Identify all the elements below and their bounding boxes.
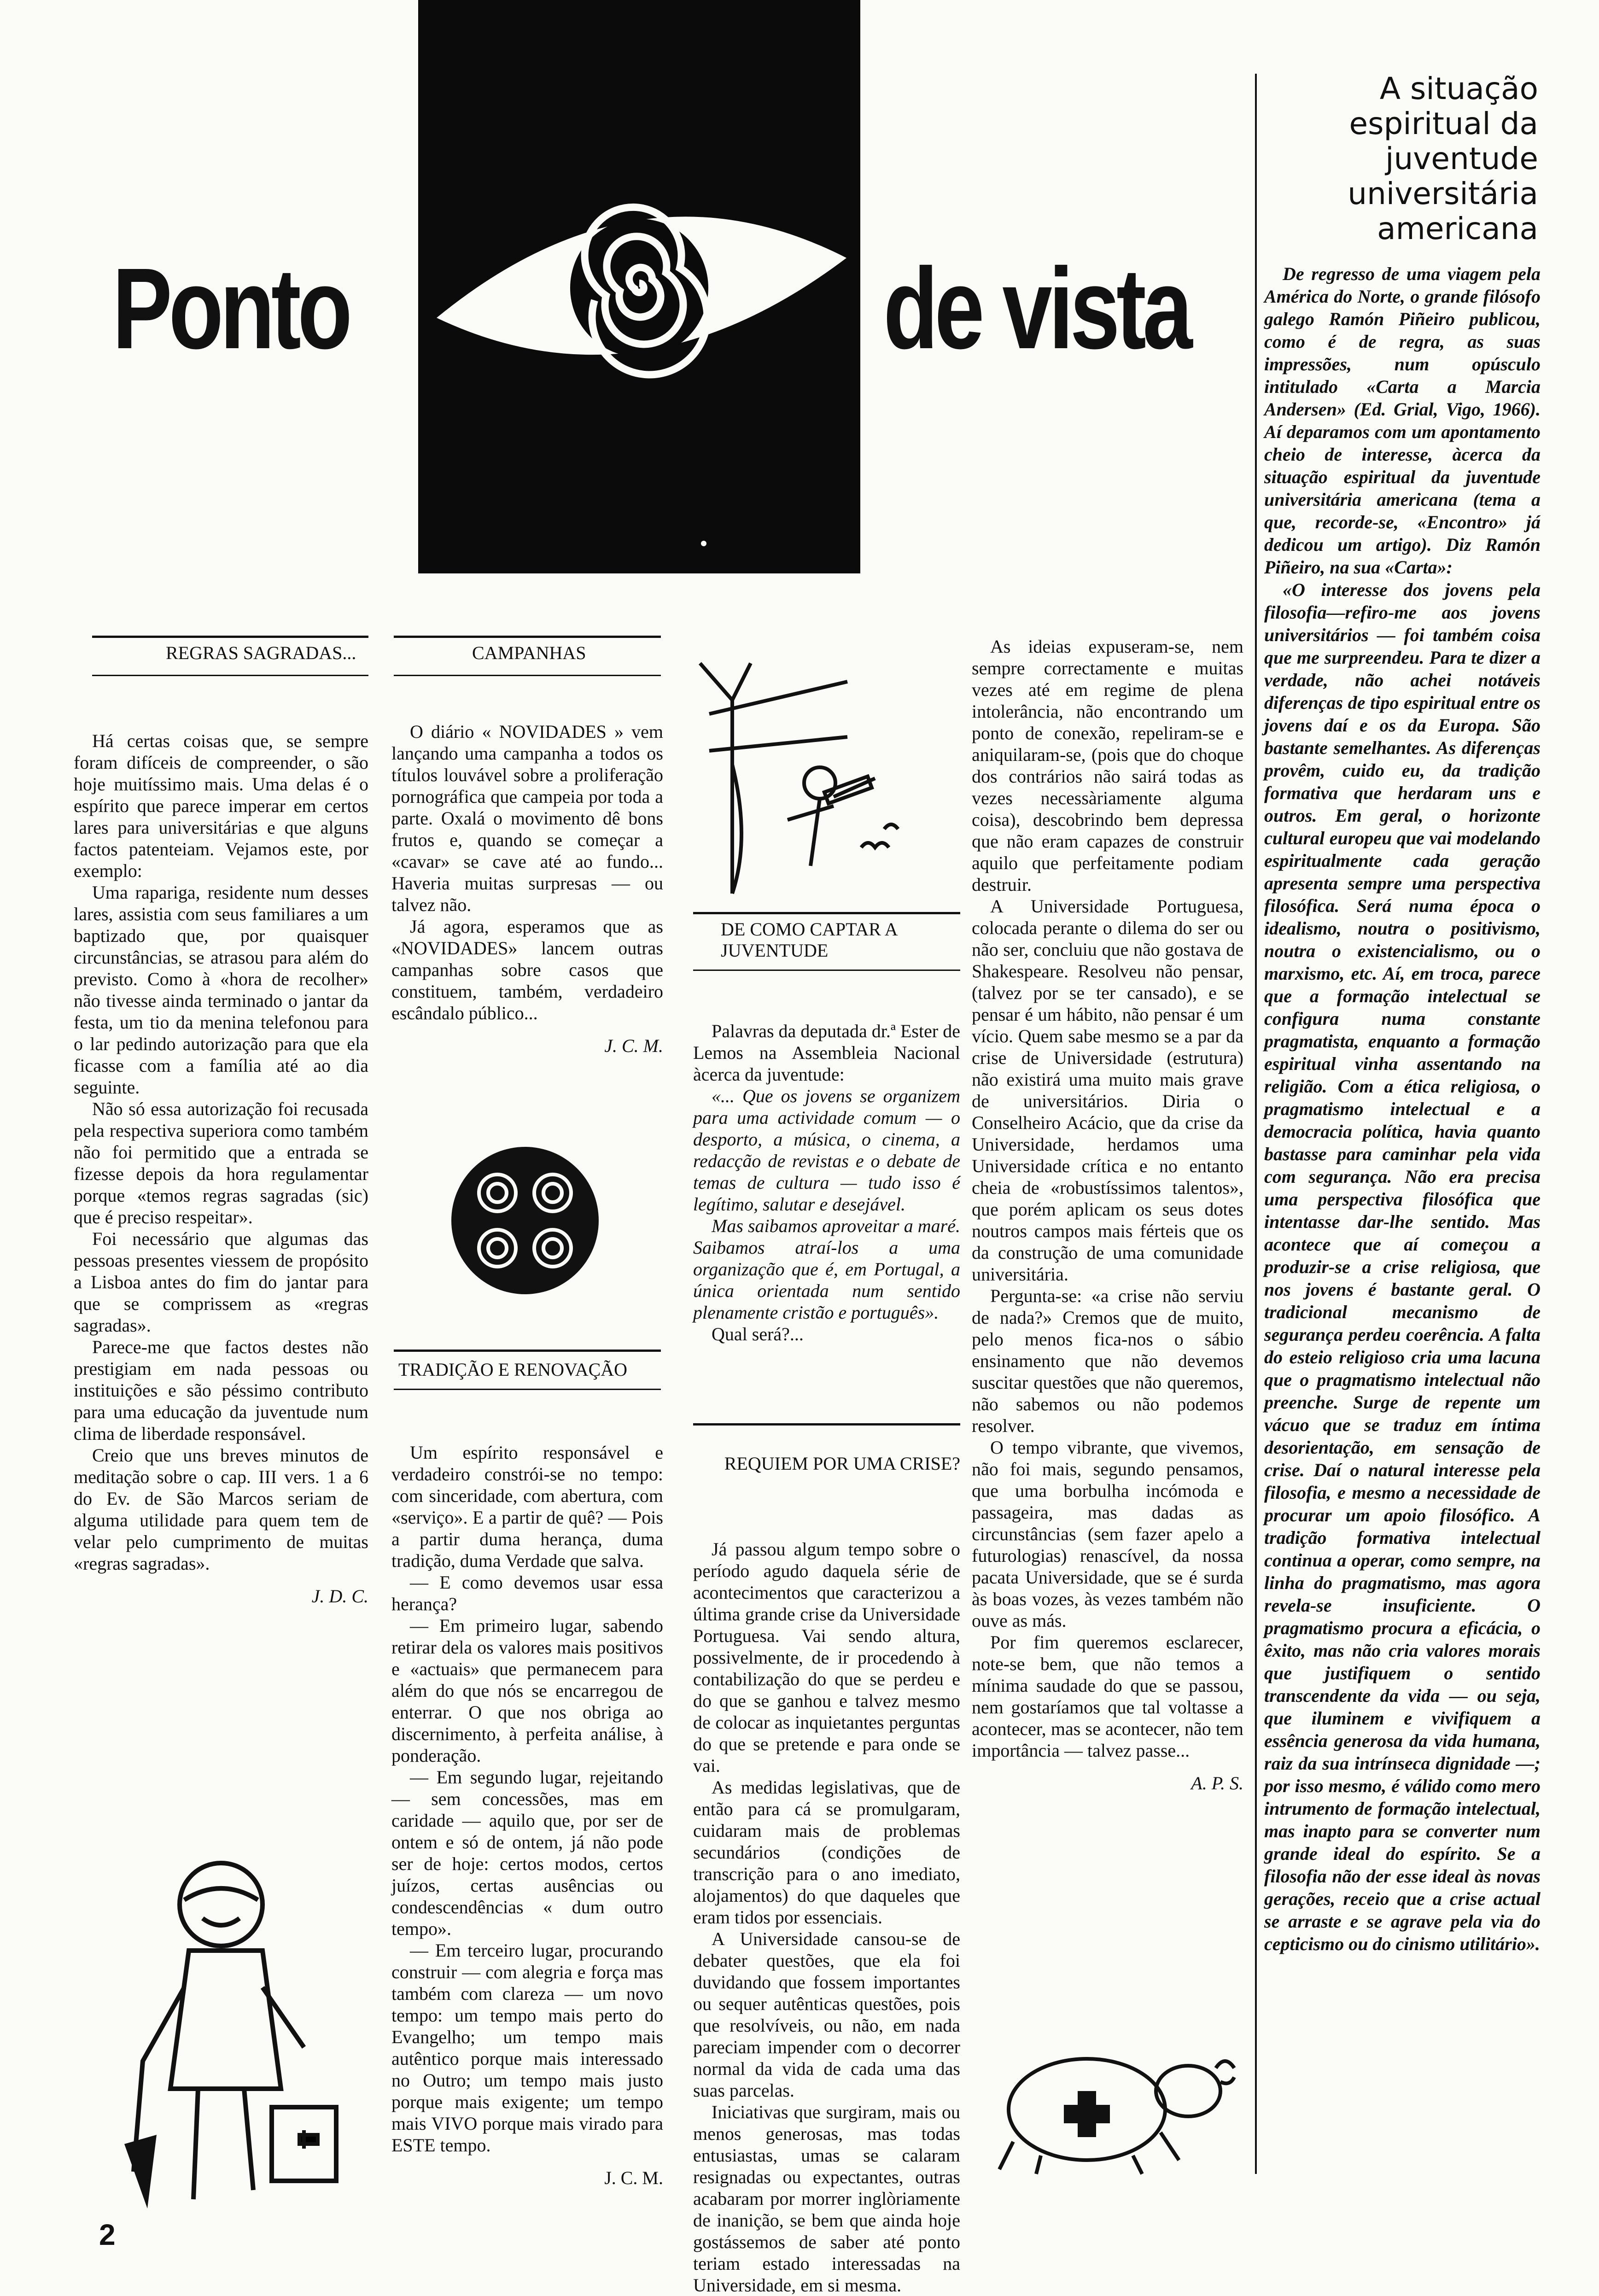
campanhas-paragraph: O diário « NOVIDADES » vem lançando uma campanha a todos os títulos louvável sobre a proliferação pornográfica que campeia por toda a parte. Oxalá o movimento dê bons frutos e, quando se começar a «cavar» se cave até ao fundo... Haveria muitas surpresas — ou talvez não. — [391, 721, 663, 915]
tradicao-signature: J. C. M. — [604, 2167, 663, 2188]
tradicao-paragraph: — Em terceiro lugar, procurando construir — com alegria e força mas também com clareza — um novo tempo: um tempo mais perto do Evangelho; um tempo mais autêntico porque mais interessado no Outro; um tempo mais justo porque mais exigente; um tempo mais VIVO porque mais virado para ESTE tempo. — [391, 1940, 663, 2156]
requiem-article-part2 — [972, 636, 1243, 1794]
sidebar-paragraph: «O interesse dos jovens pela filosofia—refiro-me aos jovens universitários — foi também coisa que me surpreendeu. Para te dizer a verdade, não achei notáveis diferenças de tipo espiritual entre os jovens daí e os da Europa. São bastante semelhantes. As diferenças provêm, cuido eu, da tradição formativa que herdaram uns e outros. Em geral, o horizonte cultural europeu que vai modelando espiritualmente cada geração apresenta sempre uma perspectiva filosófica. Será numa época o idealismo, noutra o positivismo, noutra o existencialismo, ou o marxismo, etc. Aí, em troca, parece que a formação intelectual se configura numa constante pragmatista, enquanto a formação espiritual vinha assentando na religião. Com a ética religiosa, o pragmatismo intelectual e a democracia política, havia quanto bastasse para caminhar pela vida com segurança. Não era precisa uma perspectiva filosófica que intentasse dar-lhe sentido. Mas acontece que aí começou a produzir-se a crise religiosa, que nos jovens é bastante geral. O tradicional mecanismo de segurança perdeu coerência. A falta do esteio religioso cria uma lacuna que o pragmatismo intelectual não preenche. Surge de repente um vácuo que se traduz em íntima desorientação, em sensação de crise. Daí o natural interesse pela filosofia, e mesmo a necessidade de procurar um apoio filosófico. A tradição formativa intelectual continua a operar, como sempre, na linha do pragmatismo, mas agora revela-se insuficiente. O pragmatismo procura a eficácia, o êxito, mas não cria valores morais que justifiquem o sentido transcendente da vida — ou seja, que iluminem e vivifiquem a essência generosa da vida humana, raiz da sua intrínseca dignidade —; por isso mesmo, é válido como mero intrumento de formação intelectual, mas inapto para se converter num grande ideal do espírito. Se a filosofia não der esse ideal às novas gerações, receio que a crise actual se arraste e se agrave pela via do cepticismo ou do cinismo utilitário». — [1264, 579, 1541, 1954]
tradicao-article — [391, 1442, 663, 2189]
regras-heading — [92, 636, 368, 676]
requiem-paragraph: As ideias expuseram-se, nem sempre correctamente e muitas vezes até em regime de plena intolerância, não encontrando um ponto de conexão, repeliram-se e aniquilaram-se, (pois que do choque dos contrários não sairá todas as vezes necessàriamente alguma coisa), descobrindo bem depressa que não eram capazes de construir aquilo que perfeitamente podiam destruir. — [972, 636, 1243, 895]
campanhas-signature: J. C. M. — [604, 1035, 663, 1056]
campanhas-heading-text: CAMPANHAS — [472, 643, 586, 663]
title-logo-block — [418, 0, 860, 573]
doctor-cartoon — [106, 1849, 373, 2218]
rosette-ornament — [447, 1142, 603, 1299]
sidebar-divider — [1255, 74, 1257, 2174]
sidebar-paragraph: De regresso de uma viagem pela América do Norte, o grande filósofo galego Ramón Piñeiro publicou, como é de regra, as suas impressões, num opúsculo intitulado «Carta a Marcia Andersen» (Ed. Grial, Vigo, 1966). Aí deparamos com um apontamento cheio de interesse, àcerca da situação espiritual da juventude universitária americana (tema a que, recorde-se, «Encontro» já dedicou um artigo). Diz Ramón Piñeiro, na sua «Carta»: — [1264, 263, 1541, 578]
requiem-signature: A. P. S. — [1191, 1773, 1243, 1794]
sidebar-heading: A situação espiritual da juventude universitária americana — [1348, 71, 1538, 246]
telescope-cartoon — [682, 645, 940, 903]
requiem-article-part1 — [693, 1538, 960, 2296]
tradicao-paragraph: Um espírito responsável e verdadeiro constrói-se no tempo: com sinceridade, com abertura, com «serviço». E a partir de quê? — Pois a partir duma herança, duma tradição, duma Verdade que salva. — [391, 1442, 663, 1571]
captar-heading — [693, 912, 960, 971]
captar-quote: «... Que os jovens se organizem para uma actividade comum — o desporto, a música, o cinema, a redacção de revistas e o debate de temas de cultura — tudo isso é legítimo, salutar e desejável. — [693, 1086, 960, 1215]
sidebar-text — [1264, 263, 1541, 1955]
regras-paragraph: Há certas coisas que, se sempre foram difíceis de compreender, o são hoje muitíssimo mais. Uma delas é o espírito que parece imperar em certos lares para universitárias e que alguns factos patenteiam. Vejamos este, por exemplo: — [74, 730, 368, 881]
regras-paragraph: Parece-me que factos destes não prestigiam em nada pessoas ou instituições e são péssimo contributo para uma educação da juventude num clima de liberdade responsável. — [74, 1337, 368, 1444]
requiem-paragraph: Pergunta-se: «a crise não serviu de nada?» Cremos que de muito, pelo menos fica-nos o sábio ensinamento que não devemos suscitar questões que não queremos, não sabemos ou não podemos resolver. — [972, 1285, 1243, 1436]
tradicao-heading-text: TRADIÇÃO E RENOVAÇÃO — [398, 1359, 628, 1380]
requiem-paragraph: Iniciativas que surgiram, mais ou menos generosas, mas todas entusiastas, umas se calaram resignadas ou expectantes, outras acabaram por morrer inglòriamente de inanição, se bem que ainda hoje gostássemos de saber até ponto teriam estado interessadas na Universidade, em si mesma. — [693, 2102, 960, 2296]
eye-spiral-logo — [418, 0, 860, 573]
regras-heading-text: REGRAS SAGRADAS... — [166, 643, 356, 663]
requiem-paragraph: As medidas legislativas, que de então para cá se promulgaram, cuidaram mais de problemas secundários (condições de transcrição para o ano imediato, alojamentos) do que daqueles que eram tidos por essenciais. — [693, 1777, 960, 1928]
regras-signature: J. D. C. — [311, 1586, 368, 1607]
captar-heading-text: DE COMO CAPTAR A JUVENTUDE — [721, 919, 897, 961]
turtle-cartoon — [986, 2040, 1243, 2179]
tradicao-paragraph: — Em segundo lugar, rejeitando — sem concessões, mas em caridade — aquilo que, por ser de ontem e só de ontem, já não pode ser de hoje: certos modos, certos juízos, certas ausências ou condescendências « dum outro tempo». — [391, 1767, 663, 1939]
requiem-paragraph: Já passou algum tempo sobre o período agudo daquela série de acontecimentos que caracterizou a última grande crise da Universidade Portuguesa. Vai sendo altura, possivelmente, de ir procedendo à contabilização do que se perdeu e do que se ganhou e talvez mesmo de colocar as inquietantes perguntas do que se pretende e para onde se vai. — [693, 1539, 960, 1776]
requiem-heading-text: REQUIEM POR UMA CRISE? — [724, 1453, 960, 1474]
regras-paragraph: Uma rapariga, residente num desses lares, assistia com seus familiares a um baptizado que, por quaisquer circunstâncias, se atrasou para além do previsto. Como à «hora de recolher» não tivesse ainda terminado o jantar da festa, um tio da menina telefonou para o lar pedindo autorização para que ela ficasse com a família até ao dia seguinte. — [74, 882, 368, 1098]
campanhas-article — [391, 721, 663, 1057]
page-number: 2 — [99, 2218, 116, 2251]
title-left: Ponto — [112, 244, 349, 373]
requiem-paragraph: A Universidade cansou-se de debater questões, que ela foi duvidando que fossem importantes ou sequer autênticas questões, pois que resolvíveis, ou não, em nada pareciam impender com o decorrer normal da vida de cada uma das suas parcelas. — [693, 1928, 960, 2101]
requiem-paragraph: O tempo vibrante, que vivemos, não foi mais, segundo pensamos, que uma borbulha incómoda e passageira, mas dadas as circunstâncias (sem fazer apelo a futurologias) renascível, da nossa pacata Universidade, que se é surda às boas vozes, às vezes também não ouve as más. — [972, 1437, 1243, 1631]
title-right: de vista — [883, 244, 1189, 373]
tradicao-paragraph: — Em primeiro lugar, sabendo retirar dela os valores mais positivos e «actuais» que permanecem para além do que nós se encarregou de enterrar. O que nos obriga ao discernimento, à perfeita análise, à ponderação. — [391, 1615, 663, 1766]
requiem-heading — [693, 1423, 960, 1488]
regras-paragraph: Foi necessário que algumas das pessoas presentes viessem de propósito a Lisboa antes do fim do jantar para que se comprissem as «regras sagradas». — [74, 1228, 368, 1336]
campanhas-paragraph: Já agora, esperamos que as «NOVIDADES» lancem outras campanhas sobre casos que constituem, também, verdadeiro escândalo público... — [391, 916, 663, 1023]
tradicao-paragraph: — E como devemos usar essa herança? — [391, 1572, 663, 1614]
regras-article — [74, 730, 368, 1607]
tradicao-heading — [394, 1350, 661, 1390]
captar-quote: Mas saibamos aproveitar a maré. Saibamos atraí-los a uma organização que é, em Portugal, a única orientada num sentido plenamente cristão e português». — [693, 1215, 960, 1323]
requiem-paragraph: A Universidade Portuguesa, colocada perante o dilema do ser ou não ser, concluiu que não gostava de Shakespeare. Resolveu não pensar, (talvez por se ter cansado), e se pensar é um hábito, não pensar é um vício. Quem sabe mesmo se a par da crise de Universidade (estrutura) não existirá uma muito mais grave de universitários. Diria o Conselheiro Acácio, que da crise da Universidade, herdamos uma Universidade crítica e no entanto cheia de «robustíssimos talentos», que porém aplicam os seus dotes noutros campos mais férteis que os da construção de uma comunidade universitária. — [972, 896, 1243, 1285]
requiem-paragraph: Por fim queremos esclarecer, note-se bem, que não temos a mínima saudade do que se passou, nem gostaríamos que tal voltasse a acontecer, mas se acontecer, não tem importância — talvez passe... — [972, 1632, 1243, 1761]
captar-question: Qual será?... — [712, 1324, 804, 1344]
campanhas-heading — [394, 636, 661, 676]
captar-intro: Palavras da deputada dr.ª Ester de Lemos na Assembleia Nacional àcerca da juventude: — [693, 1021, 960, 1085]
regras-paragraph: Não só essa autorização foi recusada pela respectiva superiora como também não foi permitido que a entrada se fizesse depois da hora regulamentar porque «temos regras sagradas (sic) que é preciso respeitar». — [74, 1098, 368, 1227]
captar-article — [693, 1020, 960, 1345]
regras-paragraph: Creio que uns breves minutos de meditação sobre o cap. III vers. 1 a 6 do Ev. de São Marcos seriam de alguma utilidade para quem tem de velar pelo cumprimento de muitas «regras sagradas». — [74, 1445, 368, 1574]
